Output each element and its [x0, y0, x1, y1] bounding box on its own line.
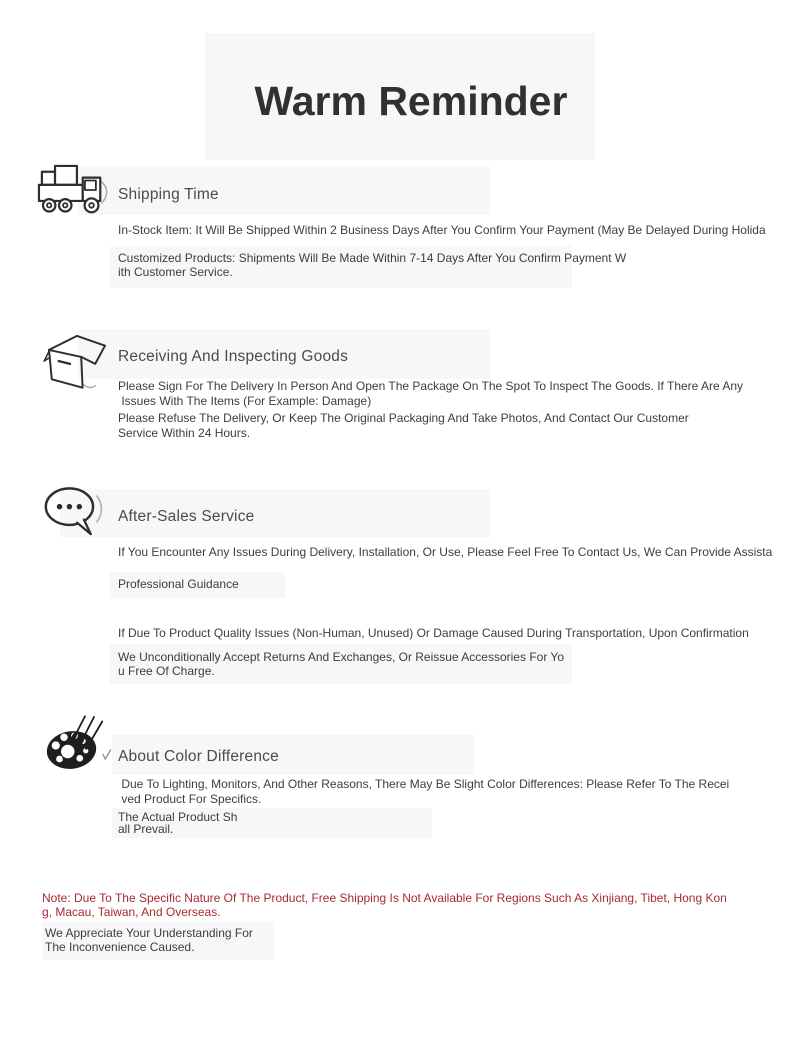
body-line: Please Refuse The Delivery, Or Keep The Original Packaging And Take Photos, And Contact Our Customer — [118, 411, 689, 425]
body-line: Due To Lighting, Monitors, And Other Reasons, There May Be Slight Color Differences: Please Refer To The Recei — [118, 777, 730, 791]
section-heading-receiving-goods: Receiving And Inspecting Goods — [118, 348, 349, 365]
footnote-red-line: Note: Due To The Specific Nature Of The Product, Free Shipping Is Not Available For Regions Such As Xinjiang, Tibet, Hong Kon — [42, 891, 727, 905]
body-line: all Prevail. — [118, 822, 174, 836]
aftersales-paragraph-quality — [118, 626, 790, 640]
body-line: If You Encounter Any Issues During Delivery, Installation, Or Use, Please Feel Free To Contact Us, We Can Provide Assista — [118, 545, 773, 559]
footnote-red-note — [42, 891, 727, 919]
body-line: ith Customer Service. — [118, 265, 233, 279]
receiving-paragraph-refuse — [118, 411, 689, 440]
body-line: We Unconditionally Accept Returns And Exchanges, Or Reissue Accessories For Yo — [118, 650, 565, 664]
body-line: If Due To Product Quality Issues (Non-Human, Unused) Or Damage Caused During Transportation, Upon Confirmation — [118, 626, 749, 640]
body-line: The Actual Product Sh — [118, 810, 238, 824]
shipping-paragraph-customized — [118, 251, 626, 279]
footnote-red-line: g, Macau, Taiwan, And Overseas. — [42, 905, 221, 919]
page-title-row — [0, 78, 790, 125]
palette-icon — [43, 712, 115, 776]
body-line: In-Stock Item: It Will Be Shipped Within 2 Business Days After You Confirm Your Payment (May Be Delayed During Holida — [118, 223, 766, 237]
section-heading-shipping-time: Shipping Time — [118, 186, 219, 203]
body-line: Service Within 24 Hours. — [118, 425, 251, 440]
shipping-paragraph-instock — [118, 223, 790, 237]
body-line: The Inconvenience Caused. — [45, 940, 195, 954]
aftersales-paragraph-guidance — [118, 577, 239, 591]
body-line: We Appreciate Your Understanding For — [45, 926, 253, 940]
body-line: ved Product For Specifics. — [118, 791, 262, 806]
section-heading-after-sales: After-Sales Service — [118, 508, 255, 525]
footnote-appreciation — [45, 926, 253, 954]
color-paragraph-lighting — [118, 777, 729, 806]
aftersales-paragraph-contact — [118, 545, 790, 559]
page-title: Warm Reminder — [254, 78, 568, 124]
body-line: Please Sign For The Delivery In Person And Open The Package On The Spot To Inspect The Goods. If There Are Any — [118, 379, 744, 393]
chat-bubble-icon — [42, 485, 106, 539]
section-heading-color-difference: About Color Difference — [118, 748, 279, 765]
body-line: Issues With The Items (For Example: Damage) — [118, 393, 372, 408]
package-icon — [42, 327, 112, 391]
color-paragraph-actual — [118, 811, 237, 835]
body-line: u Free Of Charge. — [118, 664, 215, 678]
body-line: Professional Guidance — [118, 577, 239, 591]
body-line: Customized Products: Shipments Will Be Made Within 7-14 Days After You Confirm Payment W — [118, 251, 627, 265]
truck-icon — [37, 163, 111, 217]
receiving-paragraph-sign — [118, 379, 743, 408]
aftersales-paragraph-returns — [118, 650, 564, 678]
